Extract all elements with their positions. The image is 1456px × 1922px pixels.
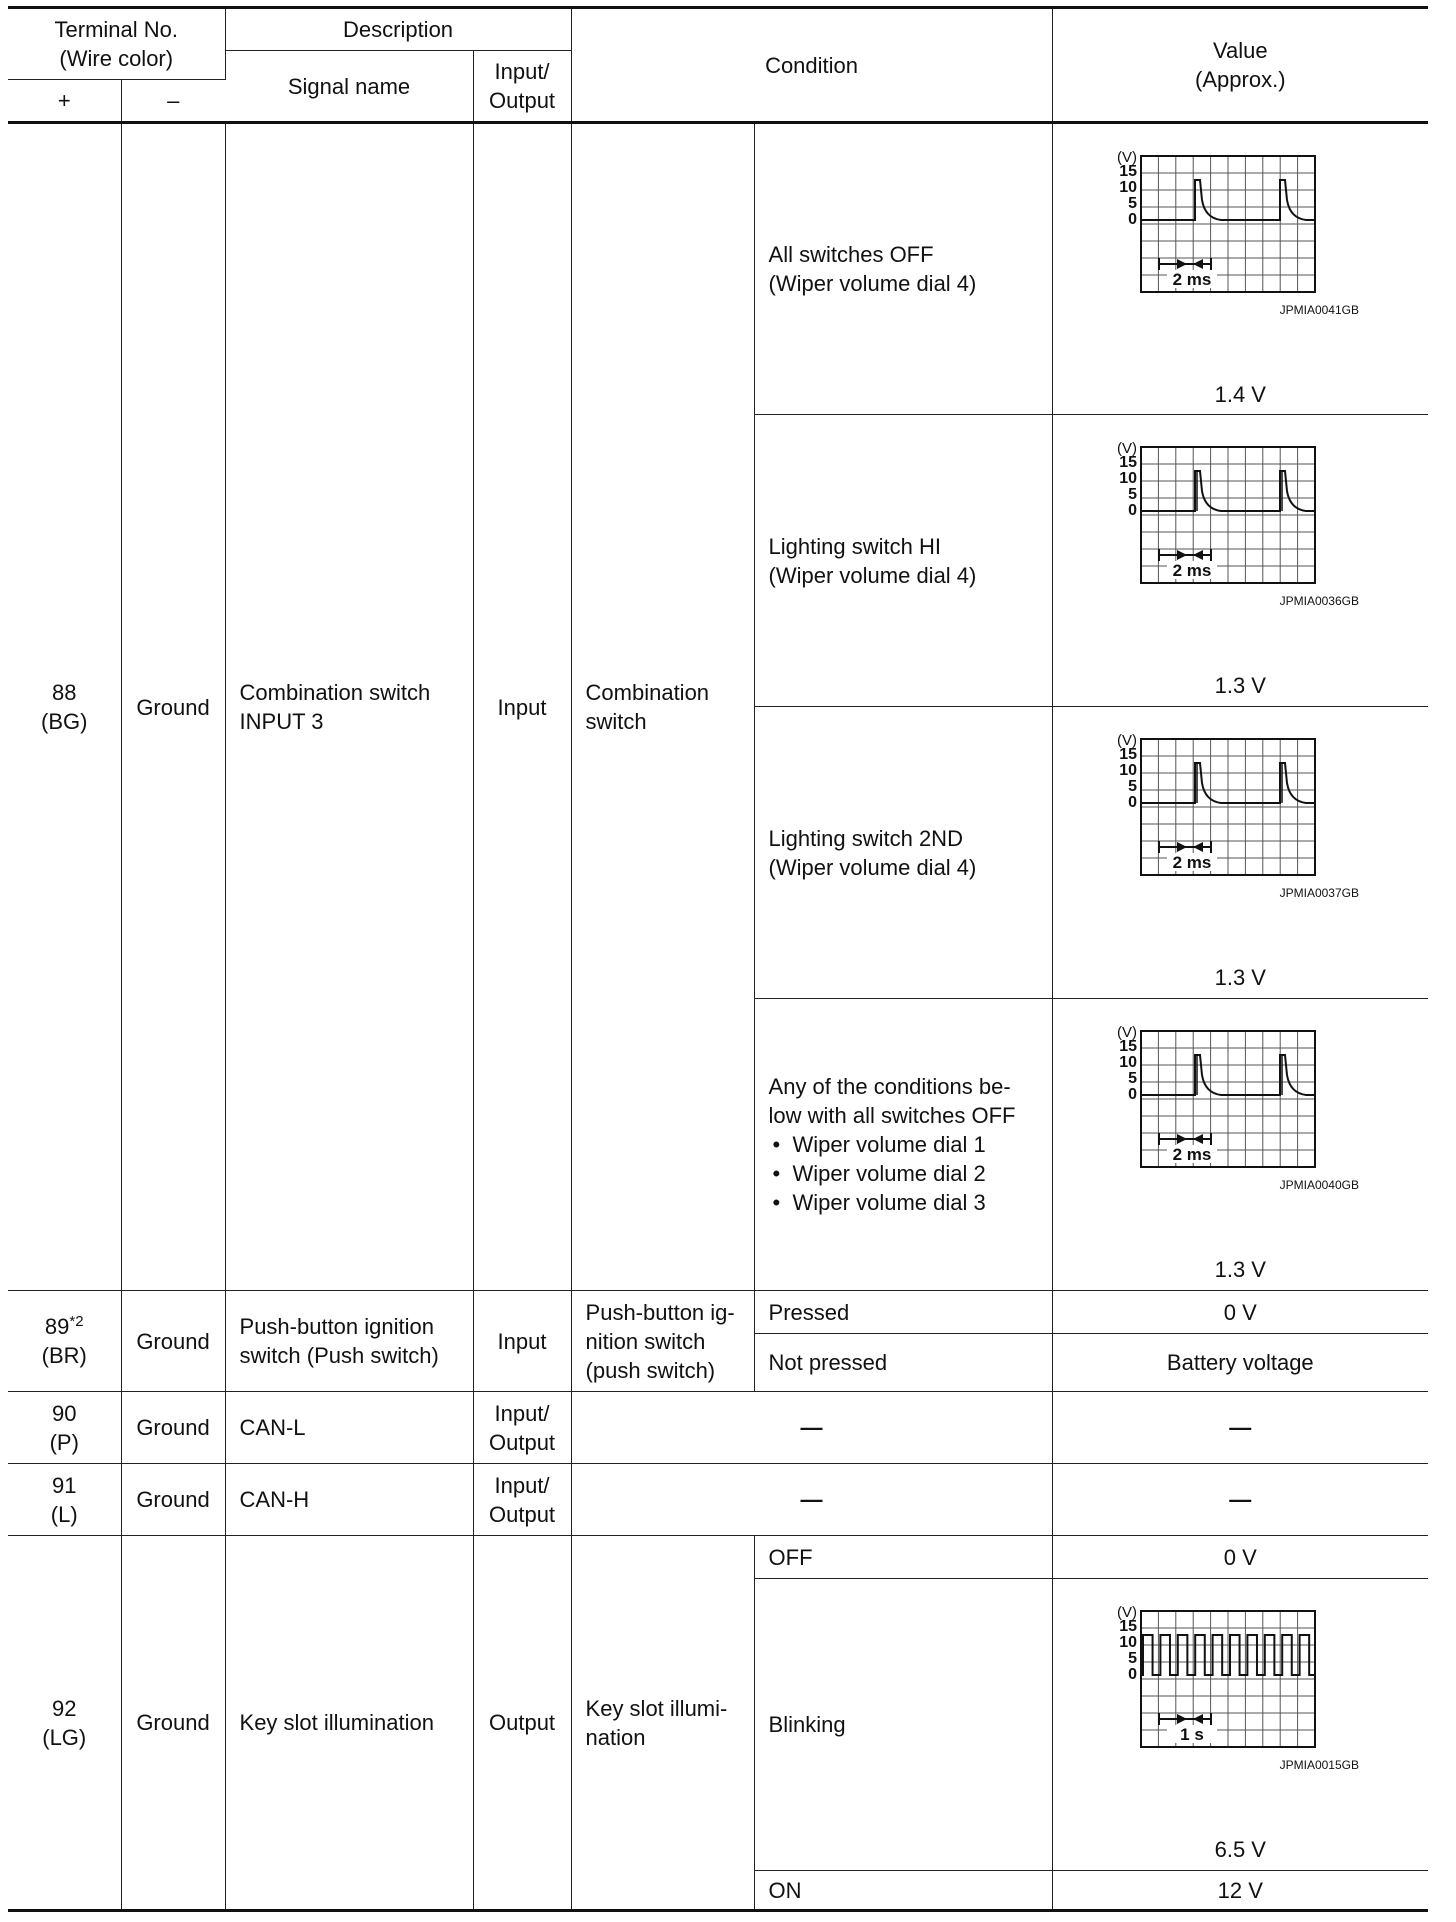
terminal-88-condition-1: [754, 123, 1052, 415]
terminal-92-condition-on: ON: [754, 1871, 1052, 1911]
time-scale-arrow: [1177, 842, 1187, 852]
terminal-88-condition-3: [754, 707, 1052, 999]
terminal-90-number: 90: [52, 1400, 77, 1426]
waveform-y-label: 0: [1127, 502, 1137, 519]
waveform-y-label: 0: [1127, 1086, 1137, 1103]
time-scale-arrow: [1193, 259, 1203, 269]
terminal-91-number: 91: [52, 1472, 77, 1498]
terminal-88-minus: Ground: [121, 123, 225, 1291]
terminal-89-minus: Ground: [121, 1291, 225, 1392]
waveform-y-label: 5: [1127, 1650, 1137, 1667]
header-minus: –: [121, 80, 225, 123]
terminal-89-io: Input: [473, 1291, 571, 1392]
terminal-91-condition: —: [571, 1464, 1052, 1536]
figure-id-label: JPMIA0041GB: [1279, 302, 1359, 317]
terminal-91-value: —: [1052, 1464, 1428, 1536]
condition-line: Lighting switch HI: [768, 533, 941, 559]
header-approx-label: (Approx.): [1195, 67, 1286, 92]
figure-id-label: JPMIA0015GB: [1279, 1758, 1359, 1772]
terminal-89-wire-color: (BR): [41, 1343, 87, 1368]
waveform-jpmia0040gb: [1053, 1005, 1429, 1257]
waveform-y-label: 15: [1118, 454, 1137, 471]
terminal-89-row-1: [8, 1291, 1428, 1334]
terminal-92-value-blinking-text: 6.5 V: [1214, 1837, 1266, 1862]
waveform-y-label: (V): [1116, 440, 1137, 457]
terminal-88-value-2-text: 1.3 V: [1214, 673, 1266, 698]
condition-bullet: • Wiper volume dial 2: [769, 1159, 1038, 1188]
waveform-y-label: 10: [1118, 178, 1137, 196]
figure-id-label: JPMIA0036GB: [1279, 594, 1359, 608]
time-scale-arrow: [1177, 1134, 1187, 1144]
header-condition: Condition: [571, 8, 1052, 123]
waveform-y-label: 5: [1127, 1070, 1137, 1087]
header-terminal-no-label: Terminal No.: [54, 17, 178, 42]
waveform-y-label: 5: [1127, 194, 1137, 212]
terminal-90-minus: Ground: [121, 1392, 225, 1464]
terminal-90-signal-name: CAN-L: [225, 1392, 473, 1464]
terminal-88-value-3-text: 1.3 V: [1214, 965, 1266, 990]
figure-id-label: JPMIA0040GB: [1279, 1178, 1359, 1192]
time-scale-label: 1 s: [1179, 1725, 1204, 1744]
terminal-88-signal-line1: Combination switch: [239, 680, 431, 705]
terminal-92-condition-group-line2: nation: [585, 1724, 646, 1750]
terminal-91-minus: Ground: [121, 1464, 225, 1536]
terminal-92-number: 92: [52, 1695, 77, 1721]
condition-line: All switches OFF: [768, 242, 934, 267]
time-scale-arrow: [1193, 550, 1203, 560]
waveform-jpmia0036gb: [1053, 421, 1429, 673]
waveform-y-label: 5: [1127, 486, 1137, 503]
header-plus: +: [8, 80, 121, 123]
terminal-89-condition-group: [571, 1291, 754, 1392]
time-scale-arrow: [1193, 842, 1203, 852]
terminal-91-io-line2: Output: [489, 1501, 556, 1527]
terminal-90-io-line1: Input/: [494, 1400, 550, 1426]
terminal-88-signal-line2: INPUT 3: [239, 709, 324, 734]
terminal-88-plus: [8, 123, 121, 1291]
terminal-92-io: Output: [473, 1536, 571, 1911]
terminal-88-condition-group-line2: switch: [585, 709, 647, 734]
time-scale-arrow: [1177, 1714, 1187, 1724]
header-value: [1052, 8, 1428, 123]
terminal-92-value-blinking: [1052, 1579, 1428, 1871]
waveform-y-label: 0: [1127, 1666, 1137, 1683]
terminal-88-io: Input: [473, 123, 571, 1291]
terminal-89-condition-group-line1: Push-button ig-: [585, 1299, 735, 1325]
terminal-90-io: [473, 1392, 571, 1464]
header-io-line1: Input/: [494, 59, 550, 84]
time-scale-label: 2 ms: [1172, 561, 1211, 580]
waveform-y-label: 10: [1118, 1054, 1137, 1071]
waveform-y-label: 0: [1127, 210, 1137, 228]
terminal-89-footnote-mark: *2: [69, 1313, 84, 1330]
terminal-88-value-3: [1052, 707, 1428, 999]
time-scale-arrow: [1193, 1714, 1203, 1724]
terminal-88-number: 88: [52, 680, 77, 705]
waveform-y-label: 10: [1118, 762, 1137, 779]
waveform-y-label: 15: [1118, 1038, 1137, 1055]
terminal-91-signal-name: CAN-H: [225, 1464, 473, 1536]
header-wire-color-label: (Wire color): [59, 46, 174, 71]
terminal-89-signal-line2: switch (Push switch): [239, 1343, 439, 1368]
header-terminal-no: [8, 8, 225, 80]
terminal-88-condition-2: [754, 415, 1052, 707]
terminal-88-condition-4: [754, 999, 1052, 1291]
figure-id-label: JPMIA0037GB: [1279, 886, 1359, 900]
terminal-89-condition-not-pressed: Not pressed: [754, 1334, 1052, 1392]
terminal-92-row-1: [8, 1536, 1428, 1579]
condition-bullet-list: [769, 1130, 1038, 1217]
waveform-y-label: (V): [1116, 732, 1137, 749]
terminal-92-signal-name: Key slot illumination: [225, 1536, 473, 1911]
terminal-89-signal-name: [225, 1291, 473, 1392]
condition-line: (Wiper volume dial 4): [768, 854, 977, 880]
terminal-89-condition-group-line3: (push switch): [585, 1357, 716, 1383]
terminal-88-value-4: [1052, 999, 1428, 1291]
terminal-90-value: —: [1052, 1392, 1428, 1464]
terminal-90-plus: [8, 1392, 121, 1464]
waveform-y-label: 0: [1127, 794, 1137, 811]
terminal-89-signal-line1: Push-button ignition: [239, 1314, 434, 1339]
condition-bullet: • Wiper volume dial 1: [769, 1130, 1038, 1159]
condition-line: low with all switches OFF: [768, 1103, 1016, 1128]
terminal-89-condition-pressed: Pressed: [754, 1291, 1052, 1334]
time-scale-arrow: [1193, 1134, 1203, 1144]
waveform-y-label: 15: [1118, 1618, 1137, 1635]
terminal-88-signal-name: [225, 123, 473, 1291]
terminal-92-wire-color: (LG): [42, 1724, 87, 1750]
terminal-91-row: [8, 1464, 1428, 1536]
terminal-89-plus: [8, 1291, 121, 1392]
waveform-y-label: (V): [1116, 148, 1137, 166]
waveform-jpmia0041gb: [1053, 130, 1429, 382]
condition-line: Any of the conditions be-: [768, 1074, 1011, 1099]
terminal-91-plus: [8, 1464, 121, 1536]
terminal-92-condition-blinking: Blinking: [754, 1579, 1052, 1871]
terminal-89-number: [22, 1312, 107, 1341]
terminal-92-condition-group-line1: Key slot illumi-: [585, 1695, 728, 1721]
terminal-92-plus: [8, 1536, 121, 1911]
terminal-88-value-1-text: 1.4 V: [1214, 381, 1266, 407]
condition-bullet: • Wiper volume dial 3: [769, 1188, 1038, 1217]
condition-line: (Wiper volume dial 4): [768, 562, 977, 588]
terminal-92-value-off: 0 V: [1052, 1536, 1428, 1579]
condition-line: Lighting switch 2ND: [768, 825, 963, 851]
terminal-89-condition-group-line2: nition switch: [585, 1328, 706, 1354]
terminal-88-condition-group-line1: Combination: [585, 680, 710, 705]
waveform-y-label: 15: [1118, 746, 1137, 763]
terminal-88-value-2: [1052, 415, 1428, 707]
terminal-91-io: [473, 1464, 571, 1536]
waveform-y-label: 10: [1118, 1634, 1137, 1651]
waveform-y-label: 10: [1118, 470, 1137, 487]
header-io-line2: Output: [489, 88, 556, 113]
terminal-88-condition-group: [571, 123, 754, 1291]
waveform-y-label: (V): [1116, 1604, 1137, 1621]
terminal-89-value-pressed: 0 V: [1052, 1291, 1428, 1334]
waveform-y-label: 15: [1118, 162, 1137, 180]
terminal-89-value-not-pressed: Battery voltage: [1052, 1334, 1428, 1392]
waveform-jpmia0037gb: [1053, 713, 1429, 965]
waveform-y-label: (V): [1116, 1024, 1137, 1041]
terminal-92-minus: Ground: [121, 1536, 225, 1911]
terminal-92-condition-off: OFF: [754, 1536, 1052, 1579]
header-signal-name: Signal name: [225, 51, 473, 123]
condition-line: (Wiper volume dial 4): [768, 271, 977, 296]
terminal-91-io-line1: Input/: [494, 1472, 550, 1498]
terminal-92-value-on: 12 V: [1052, 1871, 1428, 1911]
waveform-y-label: 5: [1127, 778, 1137, 795]
terminal-88-row-1: [8, 123, 1428, 415]
terminal-92-condition-group: [571, 1536, 754, 1911]
header-value-label: Value: [1212, 38, 1268, 63]
header-input-output: [473, 51, 571, 123]
terminal-88-value-4-text: 1.3 V: [1214, 1257, 1266, 1282]
terminal-91-wire-color: (L): [50, 1501, 78, 1527]
terminal-89-number-text: 89: [44, 1314, 70, 1339]
time-scale-label: 2 ms: [1172, 1145, 1211, 1164]
time-scale-arrow: [1177, 259, 1187, 269]
time-scale-label: 2 ms: [1172, 853, 1211, 872]
terminal-90-row: [8, 1392, 1428, 1464]
terminal-spec-table: [8, 6, 1428, 1912]
header-row-top: [8, 8, 1428, 51]
terminal-90-wire-color: (P): [49, 1429, 79, 1455]
time-scale-arrow: [1177, 550, 1187, 560]
terminal-90-io-line2: Output: [489, 1429, 556, 1455]
waveform-jpmia0015gb: [1053, 1585, 1429, 1837]
time-scale-label: 2 ms: [1172, 269, 1211, 289]
terminal-88-value-1: [1052, 123, 1428, 415]
header-description: Description: [225, 8, 571, 51]
terminal-88-wire-color: (BG): [41, 709, 88, 734]
terminal-90-condition: —: [571, 1392, 1052, 1464]
